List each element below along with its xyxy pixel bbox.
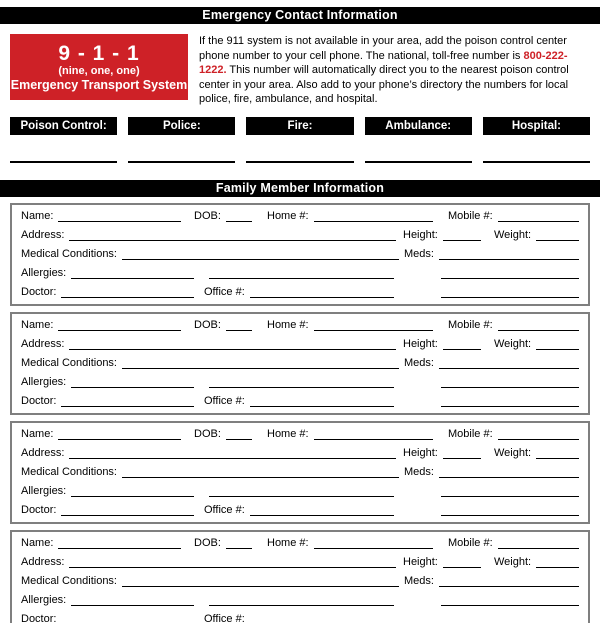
home-phone-field — [267, 534, 433, 553]
family-member-block — [10, 203, 590, 306]
family-members — [0, 203, 600, 623]
address-field — [21, 335, 396, 354]
address-label: Address: — [21, 555, 65, 568]
member-row-1 — [21, 207, 579, 226]
address-field — [21, 553, 396, 572]
address-label: Address: — [21, 228, 65, 241]
member-row-4 — [21, 591, 579, 610]
mobile-phone-blank-line — [498, 207, 579, 222]
dob-field — [194, 207, 252, 226]
name-blank-line — [58, 316, 181, 331]
dob-blank-line — [226, 316, 252, 331]
office-phone-field — [204, 392, 394, 411]
dob-blank-line — [226, 425, 252, 440]
meds-continuation-blank-line-2 — [441, 501, 579, 516]
member-row-2 — [21, 444, 579, 463]
weight-blank-line — [536, 444, 579, 459]
height-field — [403, 444, 481, 463]
mobile-phone-field — [448, 425, 579, 444]
medical-conditions-label: Medical Conditions: — [21, 247, 117, 260]
office-phone-blank-line — [250, 501, 394, 516]
weight-field — [494, 553, 579, 572]
address-blank-line — [69, 444, 396, 459]
name-blank-line — [58, 534, 181, 549]
mobile-phone-label: Mobile #: — [448, 427, 493, 440]
address-blank-line — [69, 226, 396, 241]
allergies-blank-line — [71, 591, 194, 606]
member-row-5 — [21, 501, 579, 520]
member-row-3 — [21, 463, 579, 482]
member-row-4 — [21, 482, 579, 501]
name-label: Name: — [21, 536, 54, 549]
home-phone-label: Home #: — [267, 427, 309, 440]
meds-label: Meds: — [404, 465, 434, 478]
medical-conditions-blank-line — [122, 572, 399, 587]
member-row-4 — [21, 264, 579, 283]
allergies-label: Allergies: — [21, 484, 67, 497]
mobile-phone-field — [448, 207, 579, 226]
address-label: Address: — [21, 337, 65, 350]
meds-continuation-blank-line-2 — [441, 610, 579, 623]
doctor-label: Doctor: — [21, 394, 57, 407]
weight-blank-line — [536, 335, 579, 350]
emergency-contact-header-bar — [0, 7, 600, 24]
doctor-label: Doctor: — [21, 612, 57, 623]
poison-control-blank-line — [10, 135, 117, 163]
family-member-block — [10, 421, 590, 524]
member-row-2 — [21, 226, 579, 245]
meds-label: Meds: — [404, 356, 434, 369]
ambulance-blank-line — [365, 135, 472, 163]
meds-field — [404, 245, 579, 264]
allergies-continuation-blank-line — [209, 373, 394, 388]
name-field — [21, 316, 181, 335]
mobile-phone-label: Mobile #: — [448, 318, 493, 331]
weight-label: Weight: — [494, 446, 532, 459]
allergies-continuation-blank-line — [209, 482, 394, 497]
address-field — [21, 444, 396, 463]
doctor-blank-line — [61, 610, 194, 623]
mobile-phone-blank-line — [498, 534, 579, 549]
doctor-label: Doctor: — [21, 503, 57, 516]
member-row-2 — [21, 335, 579, 354]
family-member-block — [10, 530, 590, 623]
name-label: Name: — [21, 427, 54, 440]
contact-label-ambulance: Ambulance: — [365, 117, 472, 135]
allergies-continuation-blank-line — [209, 264, 394, 279]
meds-continuation-blank-line-2 — [441, 392, 579, 407]
meds-blank-line — [439, 572, 579, 587]
weight-blank-line — [536, 553, 579, 568]
allergies-label: Allergies: — [21, 593, 67, 606]
office-phone-field — [204, 283, 394, 302]
medical-conditions-field — [21, 245, 399, 264]
medical-conditions-label: Medical Conditions: — [21, 356, 117, 369]
nine-one-one-caption: Emergency Transport System — [10, 77, 188, 92]
doctor-blank-line — [61, 501, 194, 516]
weight-blank-line — [536, 226, 579, 241]
nine-one-one-number: 9 - 1 - 1 — [58, 41, 140, 65]
meds-label: Meds: — [404, 247, 434, 260]
medical-conditions-blank-line — [122, 463, 399, 478]
dob-field — [194, 316, 252, 335]
mobile-phone-blank-line — [498, 316, 579, 331]
weight-field — [494, 226, 579, 245]
name-blank-line — [58, 425, 181, 440]
meds-field — [404, 354, 579, 373]
allergies-label: Allergies: — [21, 266, 67, 279]
contact-label-police: Police: — [128, 117, 235, 135]
intro-text-before: If the 911 system is not available in your area, add the poison control center phone number to your cell phone. The national, toll-free number is — [199, 35, 567, 62]
medical-conditions-label: Medical Conditions: — [21, 574, 117, 587]
home-phone-label: Home #: — [267, 536, 309, 549]
home-phone-field — [267, 425, 433, 444]
dob-label: DOB: — [194, 536, 221, 549]
dob-field — [194, 534, 252, 553]
home-phone-blank-line — [314, 425, 433, 440]
height-label: Height: — [403, 446, 438, 459]
height-field — [403, 226, 481, 245]
office-phone-blank-line — [250, 392, 394, 407]
height-label: Height: — [403, 555, 438, 568]
weight-label: Weight: — [494, 337, 532, 350]
contact-label-fire: Fire: — [246, 117, 353, 135]
nine-one-one-box — [10, 34, 188, 100]
weight-label: Weight: — [494, 228, 532, 241]
height-blank-line — [443, 444, 481, 459]
member-row-1 — [21, 425, 579, 444]
height-blank-line — [443, 226, 481, 241]
home-phone-blank-line — [314, 534, 433, 549]
height-blank-line — [443, 335, 481, 350]
medical-conditions-field — [21, 572, 399, 591]
name-label: Name: — [21, 318, 54, 331]
mobile-phone-field — [448, 316, 579, 335]
allergies-field — [21, 482, 194, 501]
address-label: Address: — [21, 446, 65, 459]
home-phone-label: Home #: — [267, 209, 309, 222]
medical-conditions-field — [21, 354, 399, 373]
name-field — [21, 425, 181, 444]
meds-blank-line — [439, 463, 579, 478]
hospital-blank-line — [483, 135, 590, 163]
office-phone-label: Office #: — [204, 285, 245, 298]
office-phone-blank-line — [250, 283, 394, 298]
doctor-label: Doctor: — [21, 285, 57, 298]
allergies-blank-line — [71, 373, 194, 388]
contact-label-hospital: Hospital: — [483, 117, 590, 135]
police-blank-line — [128, 135, 235, 163]
height-field — [403, 335, 481, 354]
allergies-blank-line — [71, 482, 194, 497]
family-member-header-bar — [0, 180, 600, 197]
poison-control-phone-number: 800-222-1222. — [199, 49, 568, 77]
nine-one-one-phonetic: (nine, one, one) — [58, 64, 140, 77]
member-row-5 — [21, 392, 579, 411]
office-phone-field — [204, 501, 394, 520]
meds-continuation-blank-line — [441, 373, 579, 388]
member-row-3 — [21, 354, 579, 373]
contact-labels-row — [10, 117, 590, 135]
home-phone-label: Home #: — [267, 318, 309, 331]
mobile-phone-label: Mobile #: — [448, 209, 493, 222]
office-phone-label: Office #: — [204, 394, 245, 407]
meds-field — [404, 572, 579, 591]
meds-continuation-blank-line-2 — [441, 283, 579, 298]
family-member-title: Family Member Information — [215, 180, 385, 195]
meds-continuation-blank-line — [441, 482, 579, 497]
allergies-field — [21, 373, 194, 392]
medical-conditions-blank-line — [122, 245, 399, 260]
member-row-5 — [21, 283, 579, 302]
home-phone-blank-line — [314, 316, 433, 331]
doctor-field — [21, 610, 194, 623]
name-field — [21, 534, 181, 553]
medical-conditions-field — [21, 463, 399, 482]
meds-continuation-blank-line — [441, 264, 579, 279]
doctor-field — [21, 392, 194, 411]
home-phone-field — [267, 207, 433, 226]
address-field — [21, 226, 396, 245]
meds-continuation-blank-line — [441, 591, 579, 606]
home-phone-blank-line — [314, 207, 433, 222]
member-row-4 — [21, 373, 579, 392]
address-blank-line — [69, 553, 396, 568]
meds-blank-line — [439, 354, 579, 369]
dob-label: DOB: — [194, 209, 221, 222]
member-row-2 — [21, 553, 579, 572]
office-phone-label: Office #: — [204, 612, 245, 623]
mobile-phone-label: Mobile #: — [448, 536, 493, 549]
medical-conditions-label: Medical Conditions: — [21, 465, 117, 478]
medical-conditions-blank-line — [122, 354, 399, 369]
intro-text-after: This number will automatically direct you to the nearest poison control center in your area. Also add to your phone’s directory the numbers for local police, fire, ambulance, and hospital. — [199, 64, 569, 106]
office-phone-field — [204, 610, 394, 623]
weight-label: Weight: — [494, 555, 532, 568]
height-label: Height: — [403, 228, 438, 241]
dob-blank-line — [226, 534, 252, 549]
name-label: Name: — [21, 209, 54, 222]
allergies-field — [21, 591, 194, 610]
office-phone-blank-line — [250, 610, 394, 623]
dob-field — [194, 425, 252, 444]
allergies-field — [21, 264, 194, 283]
mobile-phone-blank-line — [498, 425, 579, 440]
mobile-phone-field — [448, 534, 579, 553]
meds-blank-line — [439, 245, 579, 260]
member-row-1 — [21, 534, 579, 553]
allergies-label: Allergies: — [21, 375, 67, 388]
allergies-blank-line — [71, 264, 194, 279]
meds-label: Meds: — [404, 574, 434, 587]
dob-label: DOB: — [194, 318, 221, 331]
contact-blank-lines-row — [10, 135, 590, 163]
meds-field — [404, 463, 579, 482]
family-member-block — [10, 312, 590, 415]
home-phone-field — [267, 316, 433, 335]
height-blank-line — [443, 553, 481, 568]
emergency-contact-title: Emergency Contact Information — [202, 8, 398, 22]
height-label: Height: — [403, 337, 438, 350]
intro-paragraph — [199, 34, 590, 107]
height-field — [403, 553, 481, 572]
dob-blank-line — [226, 207, 252, 222]
weight-field — [494, 335, 579, 354]
contact-label-poison-control: Poison Control: — [10, 117, 117, 135]
name-field — [21, 207, 181, 226]
allergies-continuation-blank-line — [209, 591, 394, 606]
office-phone-label: Office #: — [204, 503, 245, 516]
weight-field — [494, 444, 579, 463]
member-row-3 — [21, 572, 579, 591]
dob-label: DOB: — [194, 427, 221, 440]
doctor-blank-line — [61, 283, 194, 298]
member-row-1 — [21, 316, 579, 335]
doctor-field — [21, 283, 194, 302]
address-blank-line — [69, 335, 396, 350]
member-row-5 — [21, 610, 579, 623]
fire-blank-line — [246, 135, 353, 163]
intro-section — [10, 34, 590, 107]
name-blank-line — [58, 207, 181, 222]
doctor-field — [21, 501, 194, 520]
doctor-blank-line — [61, 392, 194, 407]
member-row-3 — [21, 245, 579, 264]
